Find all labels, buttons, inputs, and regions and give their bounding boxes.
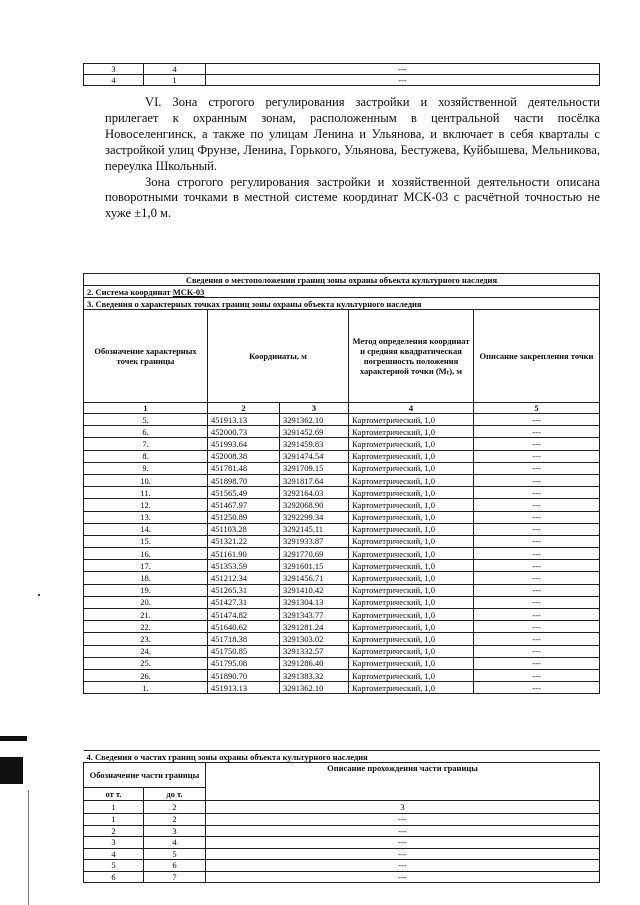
point-id: 14. (84, 523, 208, 535)
point-row (84, 462, 600, 474)
coord-x: 451103.28 (208, 523, 280, 535)
coord-y: 3291383.32 (280, 669, 349, 681)
part-row (84, 860, 600, 872)
header-from: от т. (84, 788, 144, 801)
method-cell: Картометрический, 1,0 (349, 548, 474, 560)
coord-y: 3292068.90 (280, 499, 349, 511)
coord-y: 3291343.77 (280, 609, 349, 621)
fixing-cell: --- (474, 426, 600, 438)
section-4-row (84, 751, 600, 763)
coord-y: 3291281.24 (280, 621, 349, 633)
coord-x: 451212.34 (208, 572, 280, 584)
method-cell: Картометрический, 1,0 (349, 450, 474, 462)
from-point: 4 (84, 75, 144, 86)
fixing-cell: --- (474, 584, 600, 596)
method-cell: Картометрический, 1,0 (349, 560, 474, 572)
fixing-cell: --- (474, 572, 600, 584)
coord-x: 451993.64 (208, 438, 280, 450)
point-id: 12. (84, 499, 208, 511)
coord-y: 3291459.83 (280, 438, 349, 450)
point-id: 8. (84, 450, 208, 462)
coord-x: 451353.59 (208, 560, 280, 572)
to-point: 3 (144, 825, 206, 837)
fixing-cell: --- (474, 535, 600, 547)
fixing-cell: --- (474, 487, 600, 499)
coord-y: 3291332.57 (280, 645, 349, 657)
boundary-parts-table (83, 750, 600, 883)
point-id: 17. (84, 560, 208, 572)
from-point: 6 (84, 871, 144, 883)
fixing-cell: --- (474, 596, 600, 608)
fixing-cell: --- (474, 414, 600, 426)
to-point: 4 (144, 64, 206, 75)
fixing-cell: --- (474, 621, 600, 633)
point-row (84, 535, 600, 547)
coord-x: 451750.85 (208, 645, 280, 657)
header-coordinates: Координаты, м (208, 310, 349, 403)
method-cell: Картометрический, 1,0 (349, 474, 474, 486)
point-row (84, 572, 600, 584)
to-point: 2 (144, 814, 206, 826)
point-id: 10. (84, 474, 208, 486)
point-row (84, 669, 600, 681)
coord-x: 451427.31 (208, 596, 280, 608)
to-point: 7 (144, 871, 206, 883)
zone-description-text (105, 95, 600, 222)
point-id: 7. (84, 438, 208, 450)
to-point: 1 (144, 75, 206, 86)
header-part-description: Описание прохождения части границы (206, 763, 600, 801)
point-id: 22. (84, 621, 208, 633)
coord-y: 3291452.69 (280, 426, 349, 438)
paragraph-2: Зона строгого регулирования застройки и хозяйственной деятельности описана поворотными точками в местной системе координат МСК-03 с расчётной точностью не хуже ±1,0 м. (105, 174, 600, 221)
method-cell: Картометрический, 1,0 (349, 535, 474, 547)
part-description: --- (206, 871, 600, 883)
section-3-label: 3. Сведения о характерных точках границ зоны охраны объекта культурного наследия (84, 298, 600, 310)
method-cell: Картометрический, 1,0 (349, 584, 474, 596)
point-row (84, 474, 600, 486)
previous-parts-table (83, 63, 600, 86)
coord-x: 451913.13 (208, 414, 280, 426)
coord-x: 451898.70 (208, 474, 280, 486)
method-cell: Картометрический, 1,0 (349, 682, 474, 694)
table-title: Сведения о местоположении границ зоны охраны объекта культурного наследия (84, 274, 600, 286)
fixing-cell: --- (474, 511, 600, 523)
coord-y: 3291303.02 (280, 633, 349, 645)
coord-y: 3292145.11 (280, 523, 349, 535)
coord-y: 3291933.87 (280, 535, 349, 547)
point-id: 13. (84, 511, 208, 523)
coord-x: 451640.62 (208, 621, 280, 633)
method-cell: Картометрический, 1,0 (349, 572, 474, 584)
point-id: 9. (84, 462, 208, 474)
method-cell: Картометрический, 1,0 (349, 487, 474, 499)
from-point: 4 (84, 848, 144, 860)
table-row (84, 75, 600, 86)
method-cell: Картометрический, 1,0 (349, 499, 474, 511)
fixing-cell: --- (474, 548, 600, 560)
from-point: 3 (84, 64, 144, 75)
coord-y: 3291817.64 (280, 474, 349, 486)
point-row (84, 414, 600, 426)
point-id: 16. (84, 548, 208, 560)
section-3-row (84, 298, 600, 310)
method-cell: Картометрический, 1,0 (349, 633, 474, 645)
method-cell: Картометрический, 1,0 (349, 462, 474, 474)
point-id: 24. (84, 645, 208, 657)
coord-x: 452008.38 (208, 450, 280, 462)
point-row (84, 596, 600, 608)
col-number: 1 (84, 403, 208, 414)
header-point-designation: Обозначение характерных точек границы (84, 310, 208, 403)
section-2-label: 2. Система координат (87, 286, 171, 297)
fixing-cell: --- (474, 609, 600, 621)
col-number: 3 (280, 403, 349, 414)
point-id: 25. (84, 657, 208, 669)
col-number: 2 (144, 801, 206, 814)
to-point: 6 (144, 860, 206, 872)
part-description: --- (206, 814, 600, 826)
fixing-cell: --- (474, 523, 600, 535)
col-number: 5 (474, 403, 600, 414)
point-row (84, 621, 600, 633)
header-to: до т. (144, 788, 206, 801)
point-id: 5. (84, 414, 208, 426)
point-id: 1. (84, 682, 208, 694)
point-row (84, 682, 600, 694)
point-row (84, 633, 600, 645)
method-cell: Картометрический, 1,0 (349, 645, 474, 657)
to-point: 5 (144, 848, 206, 860)
to-point: 4 (144, 837, 206, 849)
part-description: --- (206, 848, 600, 860)
point-id: 6. (84, 426, 208, 438)
part-row (84, 837, 600, 849)
part-row (84, 871, 600, 883)
fixing-cell: --- (474, 669, 600, 681)
fixing-cell: --- (474, 645, 600, 657)
point-id: 11. (84, 487, 208, 499)
fixing-cell: --- (474, 633, 600, 645)
coord-y: 3291362.10 (280, 682, 349, 694)
method-cell: Картометрический, 1,0 (349, 621, 474, 633)
coord-y: 3291474.54 (280, 450, 349, 462)
point-row (84, 450, 600, 462)
coord-x: 451913.13 (208, 682, 280, 694)
method-cell: Картометрический, 1,0 (349, 438, 474, 450)
method-cell: Картометрический, 1,0 (349, 596, 474, 608)
from-point: 2 (84, 825, 144, 837)
coord-y: 3291770.69 (280, 548, 349, 560)
point-row (84, 499, 600, 511)
point-row (84, 645, 600, 657)
point-id: 20. (84, 596, 208, 608)
table-row (84, 64, 600, 75)
point-id: 21. (84, 609, 208, 621)
header-fixing: Описание закрепления точки (474, 310, 600, 403)
coord-x: 451467.97 (208, 499, 280, 511)
col-number: 1 (84, 801, 144, 814)
fixing-cell: --- (474, 560, 600, 572)
col-number: 3 (206, 801, 600, 814)
coord-x: 451321.22 (208, 535, 280, 547)
header-row (84, 763, 600, 788)
coord-y: 3291286.40 (280, 657, 349, 669)
point-row (84, 657, 600, 669)
coord-y: 3291456.71 (280, 572, 349, 584)
header-row (84, 310, 600, 403)
coord-x: 451161.90 (208, 548, 280, 560)
coordinates-table (83, 273, 600, 694)
coord-x: 451718.38 (208, 633, 280, 645)
header-part-designation: Обозначение части границы (84, 763, 206, 788)
point-row (84, 584, 600, 596)
point-row (84, 438, 600, 450)
point-row (84, 511, 600, 523)
coord-x: 451250.89 (208, 511, 280, 523)
col-number: 4 (349, 403, 474, 414)
point-id: 19. (84, 584, 208, 596)
fixing-cell: --- (474, 657, 600, 669)
scan-margin-line (28, 790, 29, 905)
part-description: --- (206, 75, 600, 86)
part-row (84, 848, 600, 860)
coord-y: 3291304.13 (280, 596, 349, 608)
scan-mark (0, 757, 23, 784)
point-id: 18. (84, 572, 208, 584)
point-row (84, 548, 600, 560)
paragraph-1: VI. Зона строгого регулирования застройки и хозяйственной деятельности прилегает к охранным зонам, расположенным в центральной части посёлка Новоселенгинск, а также по улицам Ленина и Ульянова, и включает в себя кварталы с застройкой улиц Фрунзе, Ленина, Горького, Ульянова, Бестужева, Куйбышева, Мельникова, переулка Школьный. (105, 95, 600, 173)
point-id: 26. (84, 669, 208, 681)
col-number: 2 (208, 403, 280, 414)
fixing-cell: --- (474, 462, 600, 474)
coord-x: 452000.73 (208, 426, 280, 438)
column-numbers-row (84, 801, 600, 814)
method-cell: Картометрический, 1,0 (349, 523, 474, 535)
point-row (84, 609, 600, 621)
scan-mark (0, 736, 27, 741)
coordinate-system-value: МСК-03 (172, 286, 205, 297)
part-row (84, 814, 600, 826)
point-id: 15. (84, 535, 208, 547)
part-description: --- (206, 860, 600, 872)
coord-x: 451265.31 (208, 584, 280, 596)
coord-y: 3291709.15 (280, 462, 349, 474)
header-method: Метод определения координат и средняя квадратическая погрешность положения характерной точки (Mₜ), м (349, 310, 474, 403)
from-point: 1 (84, 814, 144, 826)
coord-x: 451890.70 (208, 669, 280, 681)
part-description: --- (206, 825, 600, 837)
fixing-cell: --- (474, 474, 600, 486)
scan-speck (38, 594, 40, 596)
coord-y: 3291601.15 (280, 560, 349, 572)
method-cell: Картометрический, 1,0 (349, 511, 474, 523)
fixing-cell: --- (474, 499, 600, 511)
coordinate-system-row (84, 286, 600, 298)
point-row (84, 426, 600, 438)
point-row (84, 523, 600, 535)
coord-y: 3291410.42 (280, 584, 349, 596)
coord-y: 3292299.34 (280, 511, 349, 523)
method-cell: Картометрический, 1,0 (349, 609, 474, 621)
coord-y: 3291362.10 (280, 414, 349, 426)
method-cell: Картометрический, 1,0 (349, 669, 474, 681)
fixing-cell: --- (474, 682, 600, 694)
method-cell: Картометрический, 1,0 (349, 426, 474, 438)
coord-x: 451781.48 (208, 462, 280, 474)
section-4-label: 4. Сведения о частях границ зоны охраны объекта культурного наследия (84, 751, 600, 763)
column-numbers-row (84, 403, 600, 414)
part-description: --- (206, 64, 600, 75)
coord-y: 3292164.03 (280, 487, 349, 499)
point-row (84, 560, 600, 572)
from-point: 5 (84, 860, 144, 872)
fixing-cell: --- (474, 438, 600, 450)
coord-x: 451565.49 (208, 487, 280, 499)
coord-x: 451474.82 (208, 609, 280, 621)
point-row (84, 487, 600, 499)
part-description: --- (206, 837, 600, 849)
from-point: 3 (84, 837, 144, 849)
method-cell: Картометрический, 1,0 (349, 414, 474, 426)
part-row (84, 825, 600, 837)
method-cell: Картометрический, 1,0 (349, 657, 474, 669)
point-id: 23. (84, 633, 208, 645)
coord-x: 451795.08 (208, 657, 280, 669)
fixing-cell: --- (474, 450, 600, 462)
table-title-row (84, 274, 600, 286)
